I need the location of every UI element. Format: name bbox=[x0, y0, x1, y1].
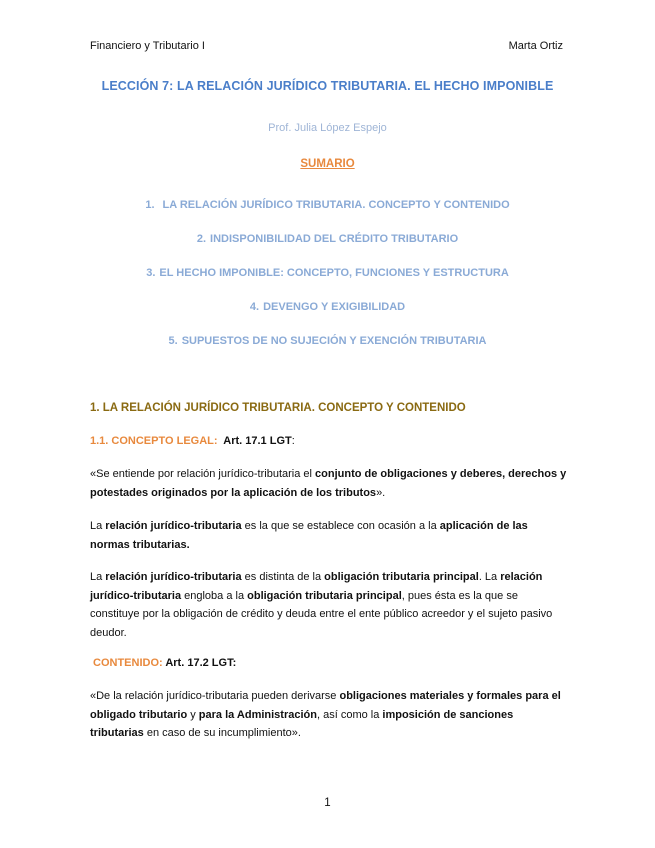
quote-emphasis: conjunto de obligaciones y deberes, derechos y potestades originados por la aplicación de los tributos bbox=[90, 468, 567, 499]
section-1-heading: 1. LA RELACIÓN JURÍDICO TRIBUTARIA. CONCEPTO Y CONTENIDO bbox=[90, 402, 466, 414]
sumario-heading: SUMARIO bbox=[300, 158, 355, 170]
para-emphasis: relación jurídico-tributaria bbox=[105, 520, 242, 532]
toc-item-2 bbox=[0, 233, 655, 245]
para-text: . La bbox=[478, 571, 501, 583]
toc-item-5 bbox=[0, 335, 655, 347]
subsection-label: CONTENIDO: bbox=[93, 657, 163, 669]
toc-item-number: 5. bbox=[168, 335, 178, 347]
toc-item-number: 3. bbox=[146, 267, 156, 279]
para-emphasis: relación jurídico-tributaria bbox=[105, 571, 242, 583]
toc-item-3 bbox=[0, 267, 655, 279]
para-emphasis: aplicación de las normas tributarias. bbox=[90, 520, 528, 551]
lesson-title: LECCIÓN 7: LA RELACIÓN JURÍDICO TRIBUTARIA. EL HECHO IMPONIBLE bbox=[101, 79, 554, 93]
quote-text: en caso de su incumplimiento». bbox=[143, 727, 301, 739]
quote-art-17-2 bbox=[90, 687, 568, 743]
quote-text: , así como la bbox=[316, 708, 383, 721]
toc-item-text: INDISPONIBILIDAD DEL CRÉDITO TRIBUTARIO bbox=[210, 233, 459, 245]
quote-emphasis: imposición de sanciones tributarias bbox=[90, 708, 514, 739]
paragraph-distinction bbox=[90, 568, 568, 642]
quote-text: «Se entiende por relación jurídico-tributaria el bbox=[90, 468, 316, 480]
para-text: engloba a la bbox=[181, 589, 248, 602]
toc-item-text: DEVENGO Y EXIGIBILIDAD bbox=[263, 301, 406, 313]
para-text: , pues ésta es la que se constituye por la obligación de crédito y deuda entre el ente público acreedor y el sujeto pasivo deudor. bbox=[90, 589, 553, 639]
subsection-contenido bbox=[93, 657, 236, 669]
quote-emphasis: obligaciones materiales y formales para el obligado tributario bbox=[90, 690, 561, 721]
quote-text: y bbox=[187, 708, 199, 721]
para-emphasis: obligación tributaria principal bbox=[247, 589, 402, 602]
para-emphasis: obligación tributaria principal bbox=[324, 571, 479, 583]
subsection-label: 1.1. CONCEPTO LEGAL: bbox=[90, 435, 218, 447]
toc-item-4 bbox=[0, 301, 655, 313]
article-reference: Art. 17.1 LGT bbox=[223, 435, 292, 447]
quote-text: «De la relación jurídico-tributaria pueden derivarse bbox=[90, 690, 340, 702]
page-number: 1 bbox=[324, 797, 331, 809]
quote-emphasis: para la Administración bbox=[198, 708, 317, 721]
paragraph-definition bbox=[90, 517, 568, 554]
para-text: es distinta de la bbox=[241, 571, 325, 583]
subsection-concepto-legal bbox=[90, 435, 295, 447]
para-text: La bbox=[90, 571, 106, 583]
toc-item-number: 2. bbox=[196, 233, 207, 245]
para-text: es la que se establece con ocasión a la bbox=[241, 520, 440, 532]
toc-item-text: LA RELACIÓN JURÍDICO TRIBUTARIA. CONCEPTO Y CONTENIDO bbox=[162, 199, 510, 211]
header-author: Marta Ortiz bbox=[508, 40, 563, 52]
quote-text: ». bbox=[376, 486, 386, 499]
professor-name: Prof. Julia López Espejo bbox=[268, 122, 387, 134]
article-colon: : bbox=[291, 435, 295, 447]
toc-item-text: EL HECHO IMPONIBLE: CONCEPTO, FUNCIONES Y ESTRUCTURA bbox=[159, 267, 509, 279]
para-emphasis: relación jurídico-tributaria bbox=[90, 571, 543, 602]
toc-item-number: 4. bbox=[249, 301, 260, 313]
toc-item-number: 1. bbox=[145, 199, 155, 211]
header-course: Financiero y Tributario I bbox=[90, 40, 205, 52]
toc-item-text: SUPUESTOS DE NO SUJECIÓN Y EXENCIÓN TRIBUTARIA bbox=[181, 335, 487, 347]
quote-art-17-1 bbox=[90, 465, 568, 502]
para-text: La bbox=[90, 520, 106, 532]
toc-item-1 bbox=[0, 199, 655, 211]
article-reference: Art. 17.2 LGT: bbox=[165, 657, 237, 669]
